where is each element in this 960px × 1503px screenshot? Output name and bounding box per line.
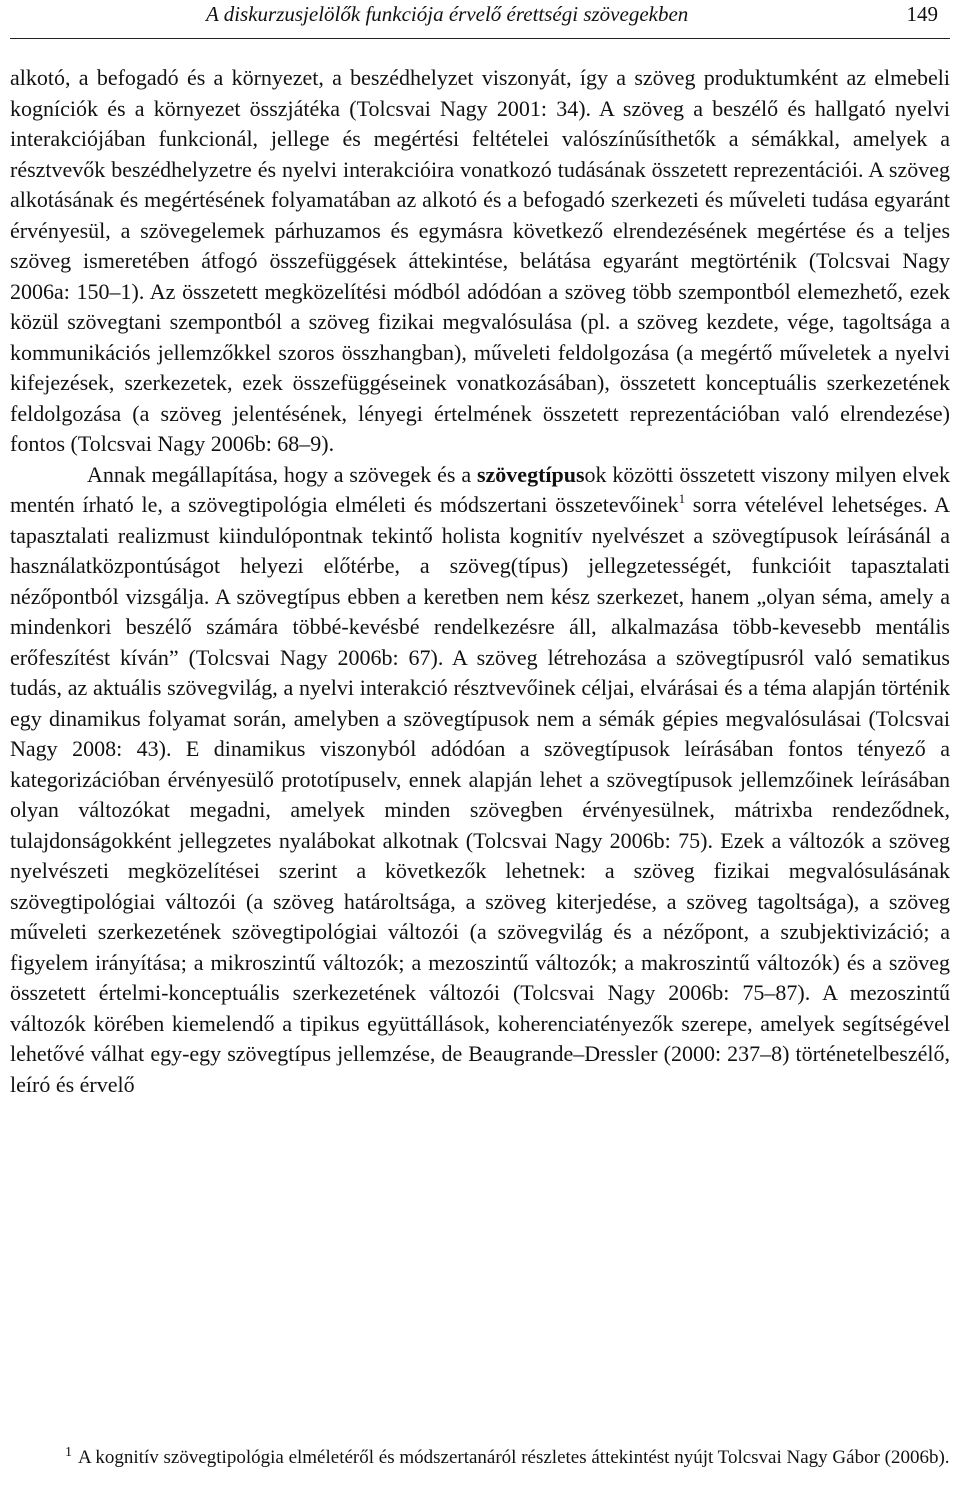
paragraph-2-cont: ok közötti összetett viszony milyen elvek mentén írható le, a szövegtipológia elméleti és módszertani összetevőinek [10,461,950,517]
paragraph-1: alkotó, a befogadó és a környezet, a beszédhelyzet viszonyát, így a szöveg produktumként az elmebeli kogníciók és a környezet összjátéka (Tolcsvai Nagy 2001: 34). A szöveg a beszélő és hallgató nyelvi interakciójában funkcionál, jellege és megértési feltételei valószínűsíthetők a sémákkal, amelyek a résztvevők beszédhelyzetre és nyelvi interakcióira vonatkozó tudásának összetett reprezentációi. A szöveg alkotásának és megértésének folyamatában az alkotó és a befogadó szerkezeti és műveleti tudása egyaránt érvényesül, a szövegelemek párhuzamos és egymásra következő elrendezésének megértése és a teljes szöveg ismeretében átfogó összefüggések áttekintése, belátása egyaránt megtörténik (Tolcsvai Nagy 2006a: 150–1). Az összetett megközelítési módból adódóan a szöveg több szempontból elemezhető, ezek közül szövegtani szempontból a szöveg fizikai megvalósulása (pl. a szöveg kezdete, vége, tagoltsága a kommunikációs jellemzőkkel szoros összhangban), műveleti feldolgozása (a megértő műveletek a nyelvi kifejezések, szerkezetek, ezek összefüggéseinek vonatkozásában), összetett konceptuális szerkezetének feldolgozása (a szöveg jelentésének, lényegi értelmének összetett reprezentációban való elrendezése) fontos (Tolcsvai Nagy 2006b: 68–9). [10,65,950,456]
footnote-text: A kognitív szövegtipológia elméletéről és módszertanáról részletes áttekintést nyújt Tolcsvai Nagy Gábor (2006b). [78,1447,950,1468]
paragraph-2 [10,460,950,1101]
page-number: 149 [906,2,938,26]
header-title: A diskurzusjelölők funkciója érvelő érettségi szövegekben [206,2,689,26]
paragraph-2-rest: sorra vételével lehetséges. A tapasztalati realizmust kiindulópontnak tekintő holista kognitív nyelvészet a szövegtípusok leírásánál a használatközpontúságot helyezi előtérbe, a szöveg(típus) jellegzetességét, funkcióit tapasztalati nézőpontból vizsgálja. A szövegtípus ebben a keretben nem kész szerkezet, hanem „olyan séma, amely a mindenkori beszélő számára többé-kevésbé rendelkezésre áll, alkalmazása több-kevesebb mentális erőfeszítést kíván” (Tolcsvai Nagy 2006b: 67). A szöveg létrehozása a szövegtípusról való sematikus tudás, az aktuális szövegvilág, a nyelvi interakció résztvevőinek céljai, elvárásai és a téma alapján történik egy dinamikus folyamat során, amelyben a szövegtípusok nem a sémák gépies megvalósulásai (Tolcsvai Nagy 2008: 43). E dinamikus viszonyból adódóan a szövegtípusok leírásában fontos tényező a kategorizációban érvényesülő prototípuselv, ennek alapján lehet a szövegtípusok jellemzőinek leírásában olyan változókat megadni, amelyek minden szövegben érvényesülnek, mátrixba rendeződnek, tulajdonságokként jellegzetes nyalábokat alkotnak (Tolcsvai Nagy 2006b: 75). Ezek a változók a szöveg nyelvészeti megközelítései szerint a következők lehetnek: a szöveg fizikai megvalósulásának szövegtipológiai változói (a szöveg határoltsága, a szöveg kiterjedése, a szöveg tagoltsága), a szöveg műveleti szerkezetének szövegtipológiai változói (a szövegvilág és a nézőpont, a szubjektivizáció; a figyelem irányítása; a mikroszintű változók; a mezoszintű változók; a makroszintű változók) és a szöveg összetett értelmi-konceptuális szerkezetének változói (Tolcsvai Nagy 2006b: 75–87). A mezoszintű változók körében kiemelendő a tipikus együttállások, koherenciatényezők szerepe, amelyek segítségével lehetővé válhat egy-egy szövegtípus jellemzése, de Beaugrande–Dressler (2000: 237–8) történetelbeszélő, leíró és érvelő [10,492,950,1097]
footnote-body [10,1445,950,1473]
footnote-number: 1 [65,1445,72,1460]
emphasized-term: szövegtípus [476,461,585,487]
footnote [10,1445,950,1473]
paragraph-2-lead: Annak megállapítása, hogy a szövegek és a [87,461,477,487]
footnote-reference[interactable]: 1 [678,491,686,506]
running-header [10,0,950,39]
body-text [10,63,950,1100]
